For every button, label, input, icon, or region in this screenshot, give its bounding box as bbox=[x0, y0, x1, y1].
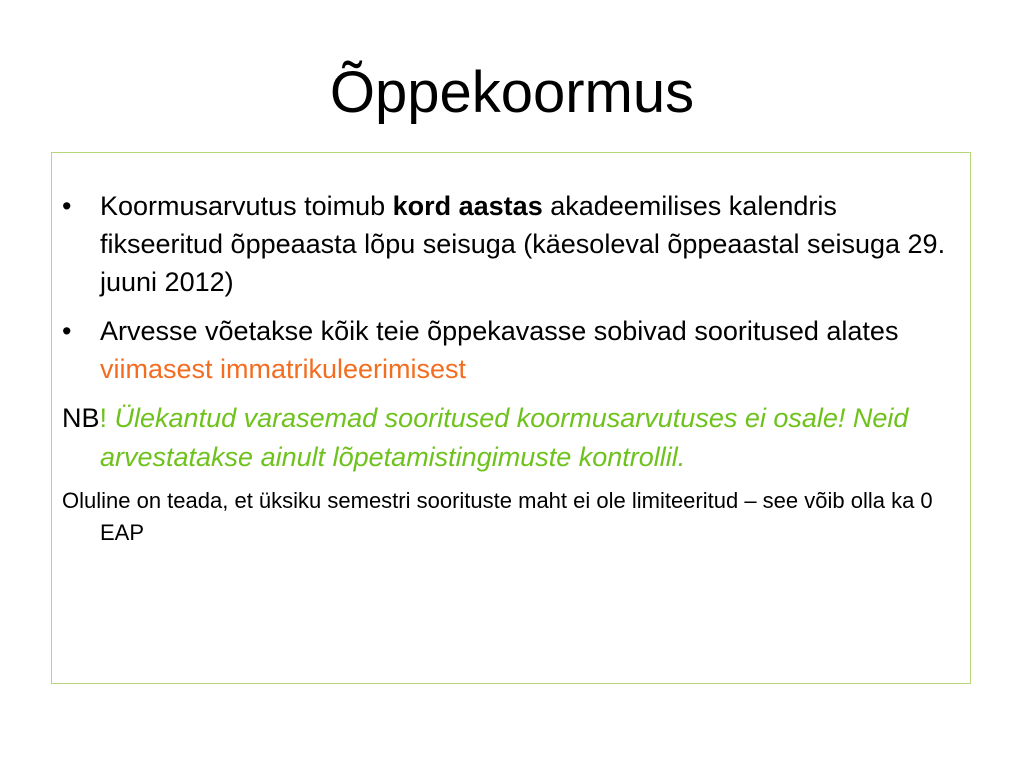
footnote: Oluline on teada, et üksiku semestri soorituste maht ei ole limiteeritud – see võib olla ka 0 EAP bbox=[62, 488, 933, 545]
nb-exclamation: ! bbox=[99, 403, 108, 433]
bullet-text-end: akadeemilises kalendris fikseeritud õppeaasta lõpu seisuga (käesoleval õppeaastal seisuga 29. juuni 2012) bbox=[100, 191, 946, 297]
bullet-text-bold: kord aastas bbox=[392, 191, 543, 221]
bullet-text-start: Arvesse võetakse kõik teie õppekavasse sobivad sooritused alates bbox=[100, 316, 899, 346]
bullet-text-start: Koormusarvutus toimub bbox=[100, 191, 393, 221]
nb-note-text: Ülekantud varasemad sooritused koormusarvutuses ei osale! Neid arvestatakse ainult lõpetamistingimuste kontrollil. bbox=[100, 403, 909, 472]
bullet-item-arvesse bbox=[62, 312, 967, 388]
bullet-text-highlight: viimasest immatrikuleerimisest bbox=[100, 354, 467, 384]
nb-label: NB bbox=[62, 403, 100, 433]
bullet-item-koormusarvutus bbox=[62, 187, 967, 301]
slide-content bbox=[62, 187, 967, 549]
bullet-marker: • bbox=[62, 316, 72, 346]
bullet-marker: • bbox=[62, 191, 72, 221]
nb-note bbox=[62, 399, 967, 477]
slide-title: Õppekoormus bbox=[329, 60, 695, 125]
